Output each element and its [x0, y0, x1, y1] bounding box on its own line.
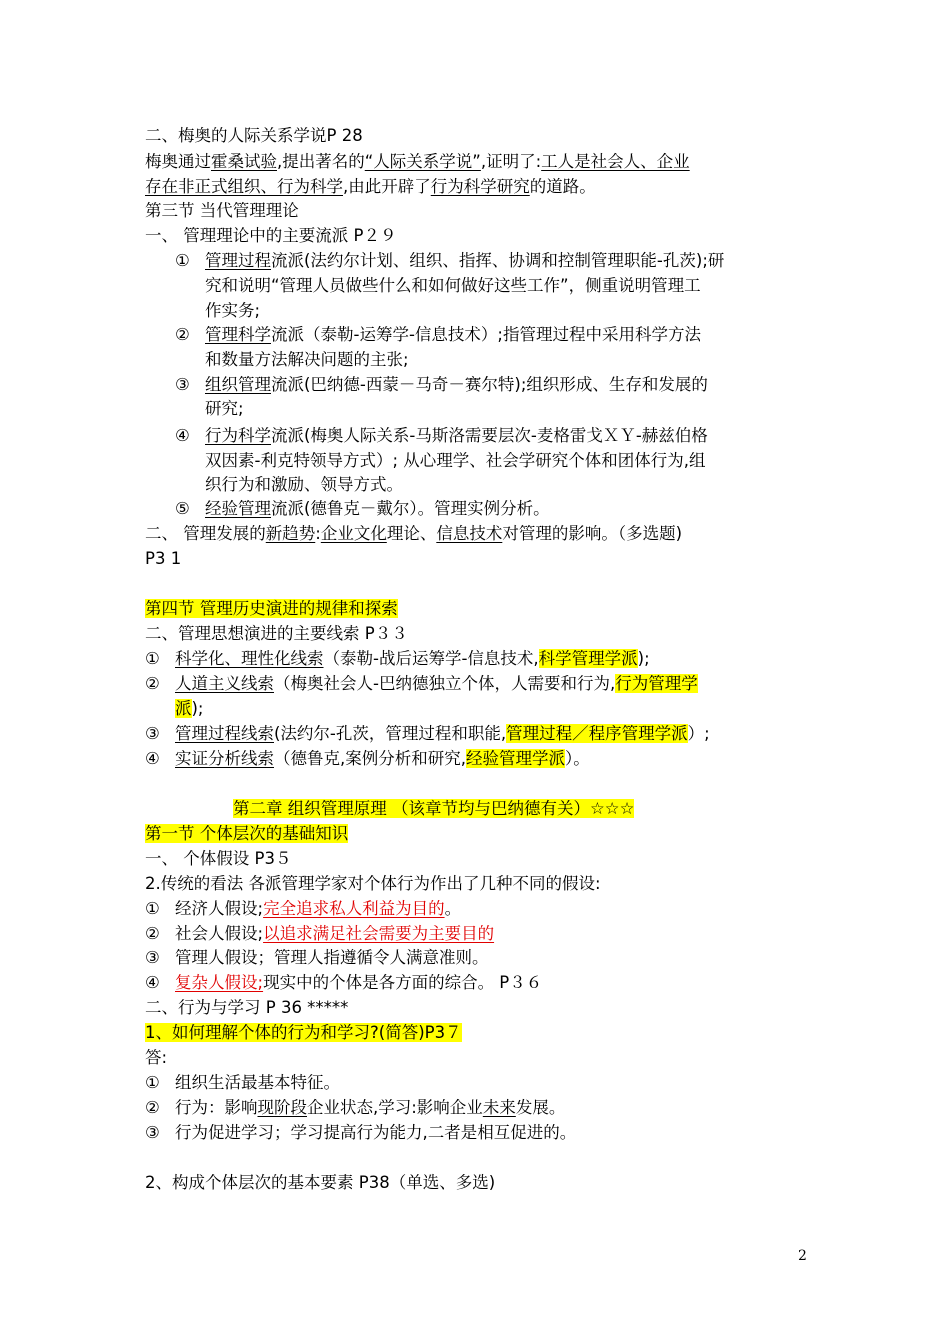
section-title: 第三节 当代管理理论 — [145, 201, 299, 220]
section-title: 第四节 管理历史演进的规律和探索 — [145, 599, 398, 618]
page-number: 2 — [798, 1248, 807, 1264]
list-item: ③ 管理过程线索(法约尔-孔茨，管理过程和职能,管理过程／程序管理学派）; — [145, 724, 710, 743]
subsection-heading: 二、行为与学习 P 36 ***** — [145, 998, 349, 1017]
list-item-cont: 双因素-利克特领导方式）; 从心理学、社会学研究个体和团体行为,组 — [205, 451, 706, 470]
list-item: ③ 组织管理流派(巴纳德-西蒙－马奇－赛尔特);组织形成、生存和发展的 — [175, 375, 708, 394]
list-item: ① 科学化、理性化线索（泰勒-战后运筹学-信息技术,科学管理学派); — [145, 649, 650, 668]
list-item: ② 社会人假设;以追求满足社会需要为主要目的 — [145, 924, 495, 943]
list-item-cont: 研究; — [205, 399, 244, 418]
list-item: ② 管理科学流派（泰勒-运筹学-信息技术）;指管理过程中采用科学方法 — [175, 325, 701, 344]
list-item: ④ 复杂人假设;现实中的个体是各方面的综合。 P３６ — [145, 973, 543, 992]
list-item: ③ 管理人假设；管理人指遵循令人满意准则。 — [145, 948, 489, 967]
list-item: ④ 行为科学流派(梅奥人际关系-马斯洛需要层次-麦格雷戈ＸＹ-赫兹伯格 — [175, 426, 708, 445]
list-item: ⑤ 经验管理流派(德鲁克－戴尔）。管理实例分析。 — [175, 499, 550, 518]
answer-label: 答: — [145, 1048, 168, 1067]
paragraph-line: 2.传统的看法 各派管理学家对个体行为作出了几种不同的假设: — [145, 874, 601, 893]
list-item: ① 组织生活最基本特征。 — [145, 1073, 340, 1092]
paragraph-line: P3 1 — [145, 549, 182, 568]
paragraph-line: 2、构成个体层次的基本要素 P38（单选、多选) — [145, 1173, 496, 1192]
list-item-cont: 织行为和激励、领导方式。 — [205, 475, 403, 494]
list-item: ③ 行为促进学习；学习提高行为能力,二者是相互促进的。 — [145, 1123, 577, 1142]
list-item: ④ 实证分析线索（德鲁克,案例分析和研究,经验管理学派）。 — [145, 749, 590, 768]
section-title: 第一节 个体层次的基础知识 — [145, 824, 349, 843]
chapter-title: 第二章 组织管理原理 （该章节均与巴纳德有关）☆☆☆ — [233, 799, 635, 818]
list-item: ① 管理过程流派(法约尔计划、组织、指挥、协调和控制管理职能-孔茨);研 — [175, 251, 725, 270]
paragraph-line: 梅奥通过霍桑试验,提出著名的“人际关系学说”,证明了:工人是社会人、企业 — [145, 152, 690, 171]
list-item-cont: 究和说明“管理人员做些什么和如何做好这些工作”，侧重说明管理工 — [205, 276, 701, 295]
list-item: ② 人道主义线索（梅奥社会人-巴纳德独立个体，人需要和行为,行为管理学 — [145, 674, 698, 693]
paragraph-line: 二、 管理发展的新趋势:企业文化理论、信息技术对管理的影响。（多选题) — [145, 524, 682, 543]
subsection-heading: 二、管理思想演进的主要线索 P３３ — [145, 624, 408, 643]
question-heading: 1、如何理解个体的行为和学习?(简答)P3７ — [145, 1023, 462, 1042]
list-item: ① 经济人假设;完全追求私人利益为目的。 — [145, 899, 462, 918]
list-item-cont: 和数量方法解决问题的主张; — [205, 350, 409, 369]
list-item-cont: 派); — [175, 699, 204, 718]
list-item-cont: 作实务; — [205, 301, 261, 320]
subsection-heading: 一、 个体假设 P3５ — [145, 849, 292, 868]
list-item: ② 行为：影响现阶段企业状态,学习:影响企业未来发展。 — [145, 1098, 566, 1117]
subsection-heading: 一、 管理理论中的主要流派 P２９ — [145, 226, 397, 245]
paragraph-line: 存在非正式组织、行为科学,由此开辟了行为科学研究的道路。 — [145, 177, 596, 196]
section-heading: 二、梅奥的人际关系学说P 28 — [145, 126, 363, 145]
